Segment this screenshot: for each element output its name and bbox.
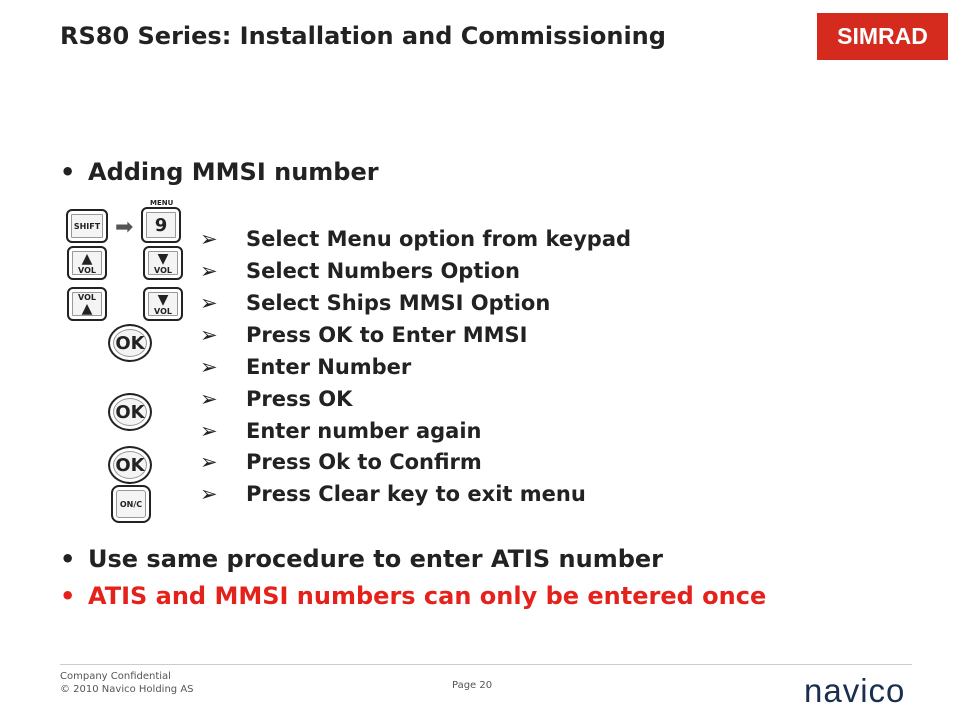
arrow-bullet-icon: ➢	[200, 227, 218, 251]
nine-key	[141, 207, 181, 243]
arrow-bullet-icon: ➢	[200, 450, 218, 474]
vol-label: VOL	[78, 292, 96, 302]
simrad-logo	[817, 13, 948, 60]
bullet-same-procedure	[60, 545, 663, 573]
vol-down-key	[143, 287, 183, 321]
down-triangle-icon: ▼	[157, 250, 169, 267]
bullet-adding-mmsi	[60, 158, 379, 186]
step-item: ➢ Press OK	[200, 387, 353, 411]
step-item: ➢ Press OK to Enter MMSI	[200, 323, 528, 347]
bullet-dot: •	[60, 582, 76, 610]
bullet-text: ATIS and MMSI numbers can only be entered once	[88, 582, 767, 610]
ok-key: OK	[108, 393, 152, 431]
step-item: ➢ Enter number again	[200, 419, 482, 443]
vol-label: VOL	[154, 306, 172, 316]
arrow-right-icon: ➡	[115, 215, 134, 240]
vol-down-key	[143, 246, 183, 280]
arrow-bullet-icon: ➢	[200, 482, 218, 506]
arrow-bullet-icon: ➢	[200, 387, 218, 411]
bullet-warning	[60, 582, 766, 610]
bullet-dot: •	[60, 545, 76, 573]
step-item: ➢ Select Numbers Option	[200, 259, 520, 283]
ok-key: OK	[108, 324, 152, 362]
vol-label: VOL	[78, 265, 96, 275]
shift-key-label: SHIFT	[73, 221, 101, 231]
arrow-bullet-icon: ➢	[200, 355, 218, 379]
simrad-logo-text: SIMRAD	[837, 23, 928, 49]
step-item: ➢ Press Clear key to exit menu	[200, 482, 586, 506]
down-triangle-icon: ▼	[157, 291, 169, 308]
copyright-text: © 2010 Navico Holding AS	[60, 684, 194, 695]
step-item: ➢ Select Menu option from keypad	[200, 227, 632, 251]
navico-logo: navico	[804, 672, 906, 709]
footer-divider	[60, 664, 912, 665]
slide-title: RS80 Series: Installation and Commissioning	[60, 22, 666, 50]
on-clear-key-label: ON/C	[119, 499, 143, 509]
arrow-bullet-icon: ➢	[200, 259, 218, 283]
on-clear-key	[111, 485, 151, 523]
up-triangle-icon: ▲	[81, 250, 93, 267]
step-item: ➢ Press Ok to Confirm	[200, 450, 482, 474]
bullet-text: Use same procedure to enter ATIS number	[88, 545, 664, 573]
confidential-text: Company Confidential	[60, 671, 171, 682]
bullet-dot: •	[60, 158, 76, 186]
bullet-text: Adding MMSI number	[88, 158, 379, 186]
menu-key-label: MENU	[150, 199, 174, 207]
page-number: Page 20	[452, 680, 493, 691]
vol-label: VOL	[154, 265, 172, 275]
arrow-bullet-icon: ➢	[200, 291, 218, 315]
footer-confidential	[60, 670, 194, 696]
arrow-bullet-icon: ➢	[200, 323, 218, 347]
vol-up-key	[67, 287, 107, 321]
vol-up-key	[67, 246, 107, 280]
ok-key: OK	[108, 446, 152, 484]
step-item: ➢ Select Ships MMSI Option	[200, 291, 551, 315]
step-item: ➢ Enter Number	[200, 355, 412, 379]
nine-key-label: 9	[154, 214, 168, 236]
arrow-bullet-icon: ➢	[200, 419, 218, 443]
shift-key	[66, 209, 108, 243]
up-triangle-icon: ▲	[81, 300, 93, 317]
